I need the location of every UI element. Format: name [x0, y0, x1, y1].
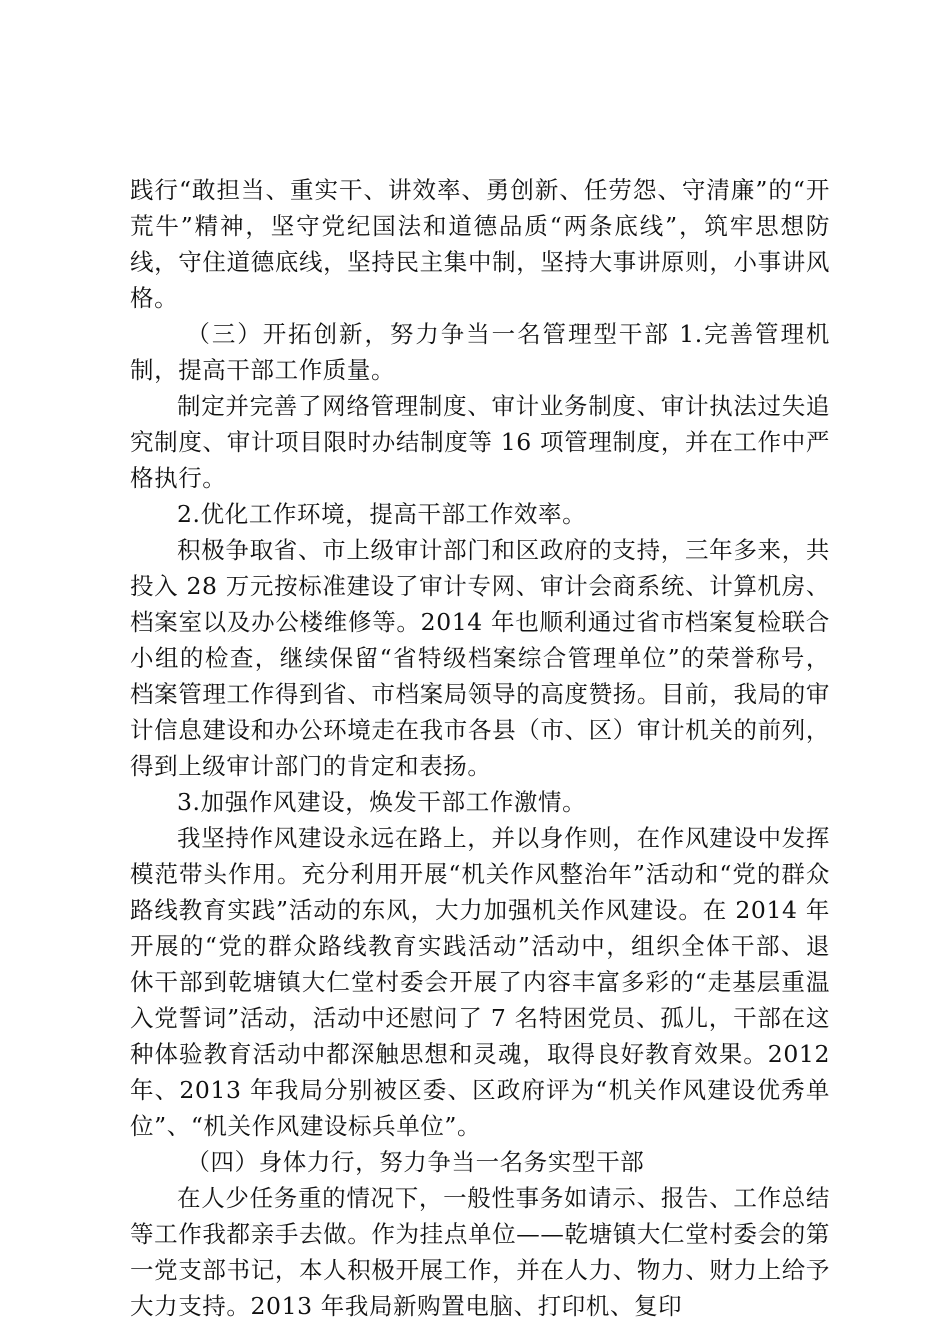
paragraph-5: 在人少任务重的情况下，一般性事务如请示、报告、工作总结等工作我都亲手去做。作为挂点单位——乾塘镇大仁堂村委会的第一党支部书记，本人积极开展工作，并在人力、物力、财力上给予大力支持。2013 年我局新购置电脑、打印机、复印 [130, 1184, 830, 1320]
paragraph-3: 积极争取省、市上级审计部门和区政府的支持，三年多来，共投入 28 万元按标准建设了审计专网、审计会商系统、计算机房、档案室以及办公楼维修等。2014 年也顺利通过省市档案复检联合小组的检查，继续保留“省特级档案综合管理单位”的荣誉称号，档案管理工作得到省、市档案局领导的高度赞扬。目前，我局的审计信息建设和办公环境走在我市各县（市、区）审计机关的前列，得到上级审计部门的肯定和表扬。 [130, 536, 830, 780]
subheading-3: 3.加强作风建设，焕发干部工作激情。 [177, 788, 587, 816]
document-body [130, 172, 830, 1324]
section-heading-3: （三）开拓创新，努力争当一名管理型干部 1.完善管理机制，提高干部工作质量。 [130, 320, 830, 384]
subheading-2: 2.优化工作环境，提高干部工作效率。 [177, 500, 587, 528]
paragraph-1: 践行“敢担当、重实干、讲效率、勇创新、任劳怨、守清廉”的“开荒牛”精神，坚守党纪国法和道德品质“两条底线”，筑牢思想防线，守住道德底线，坚持民主集中制，坚持大事讲原则，小事讲风格。 [130, 176, 830, 312]
section-heading-4: （四）身体力行，努力争当一名务实型干部 [186, 1148, 645, 1176]
paragraph-2: 制定并完善了网络管理制度、审计业务制度、审计执法过失追究制度、审计项目限时办结制度等 16 项管理制度，并在工作中严格执行。 [130, 392, 830, 492]
paragraph-4: 我坚持作风建设永远在路上，并以身作则，在作风建设中发挥模范带头作用。充分利用开展“机关作风整治年”活动和“党的群众路线教育实践”活动的东风，大力加强机关作风建设。在 2014 年开展的“党的群众路线教育实践活动”活动中，组织全体干部、退休干部到乾塘镇大仁堂村委会开展了内容丰富多彩的“走基层重温入党誓词”活动，活动中还慰问了 7 名特困党员、孤儿，干部在这种体验教育活动中都深触思想和灵魂，取得良好教育效果。2012 年、2013 年我局分别被区委、区政府评为“机关作风建设优秀单位”、“机关作风建设标兵单位”。 [130, 824, 830, 1140]
